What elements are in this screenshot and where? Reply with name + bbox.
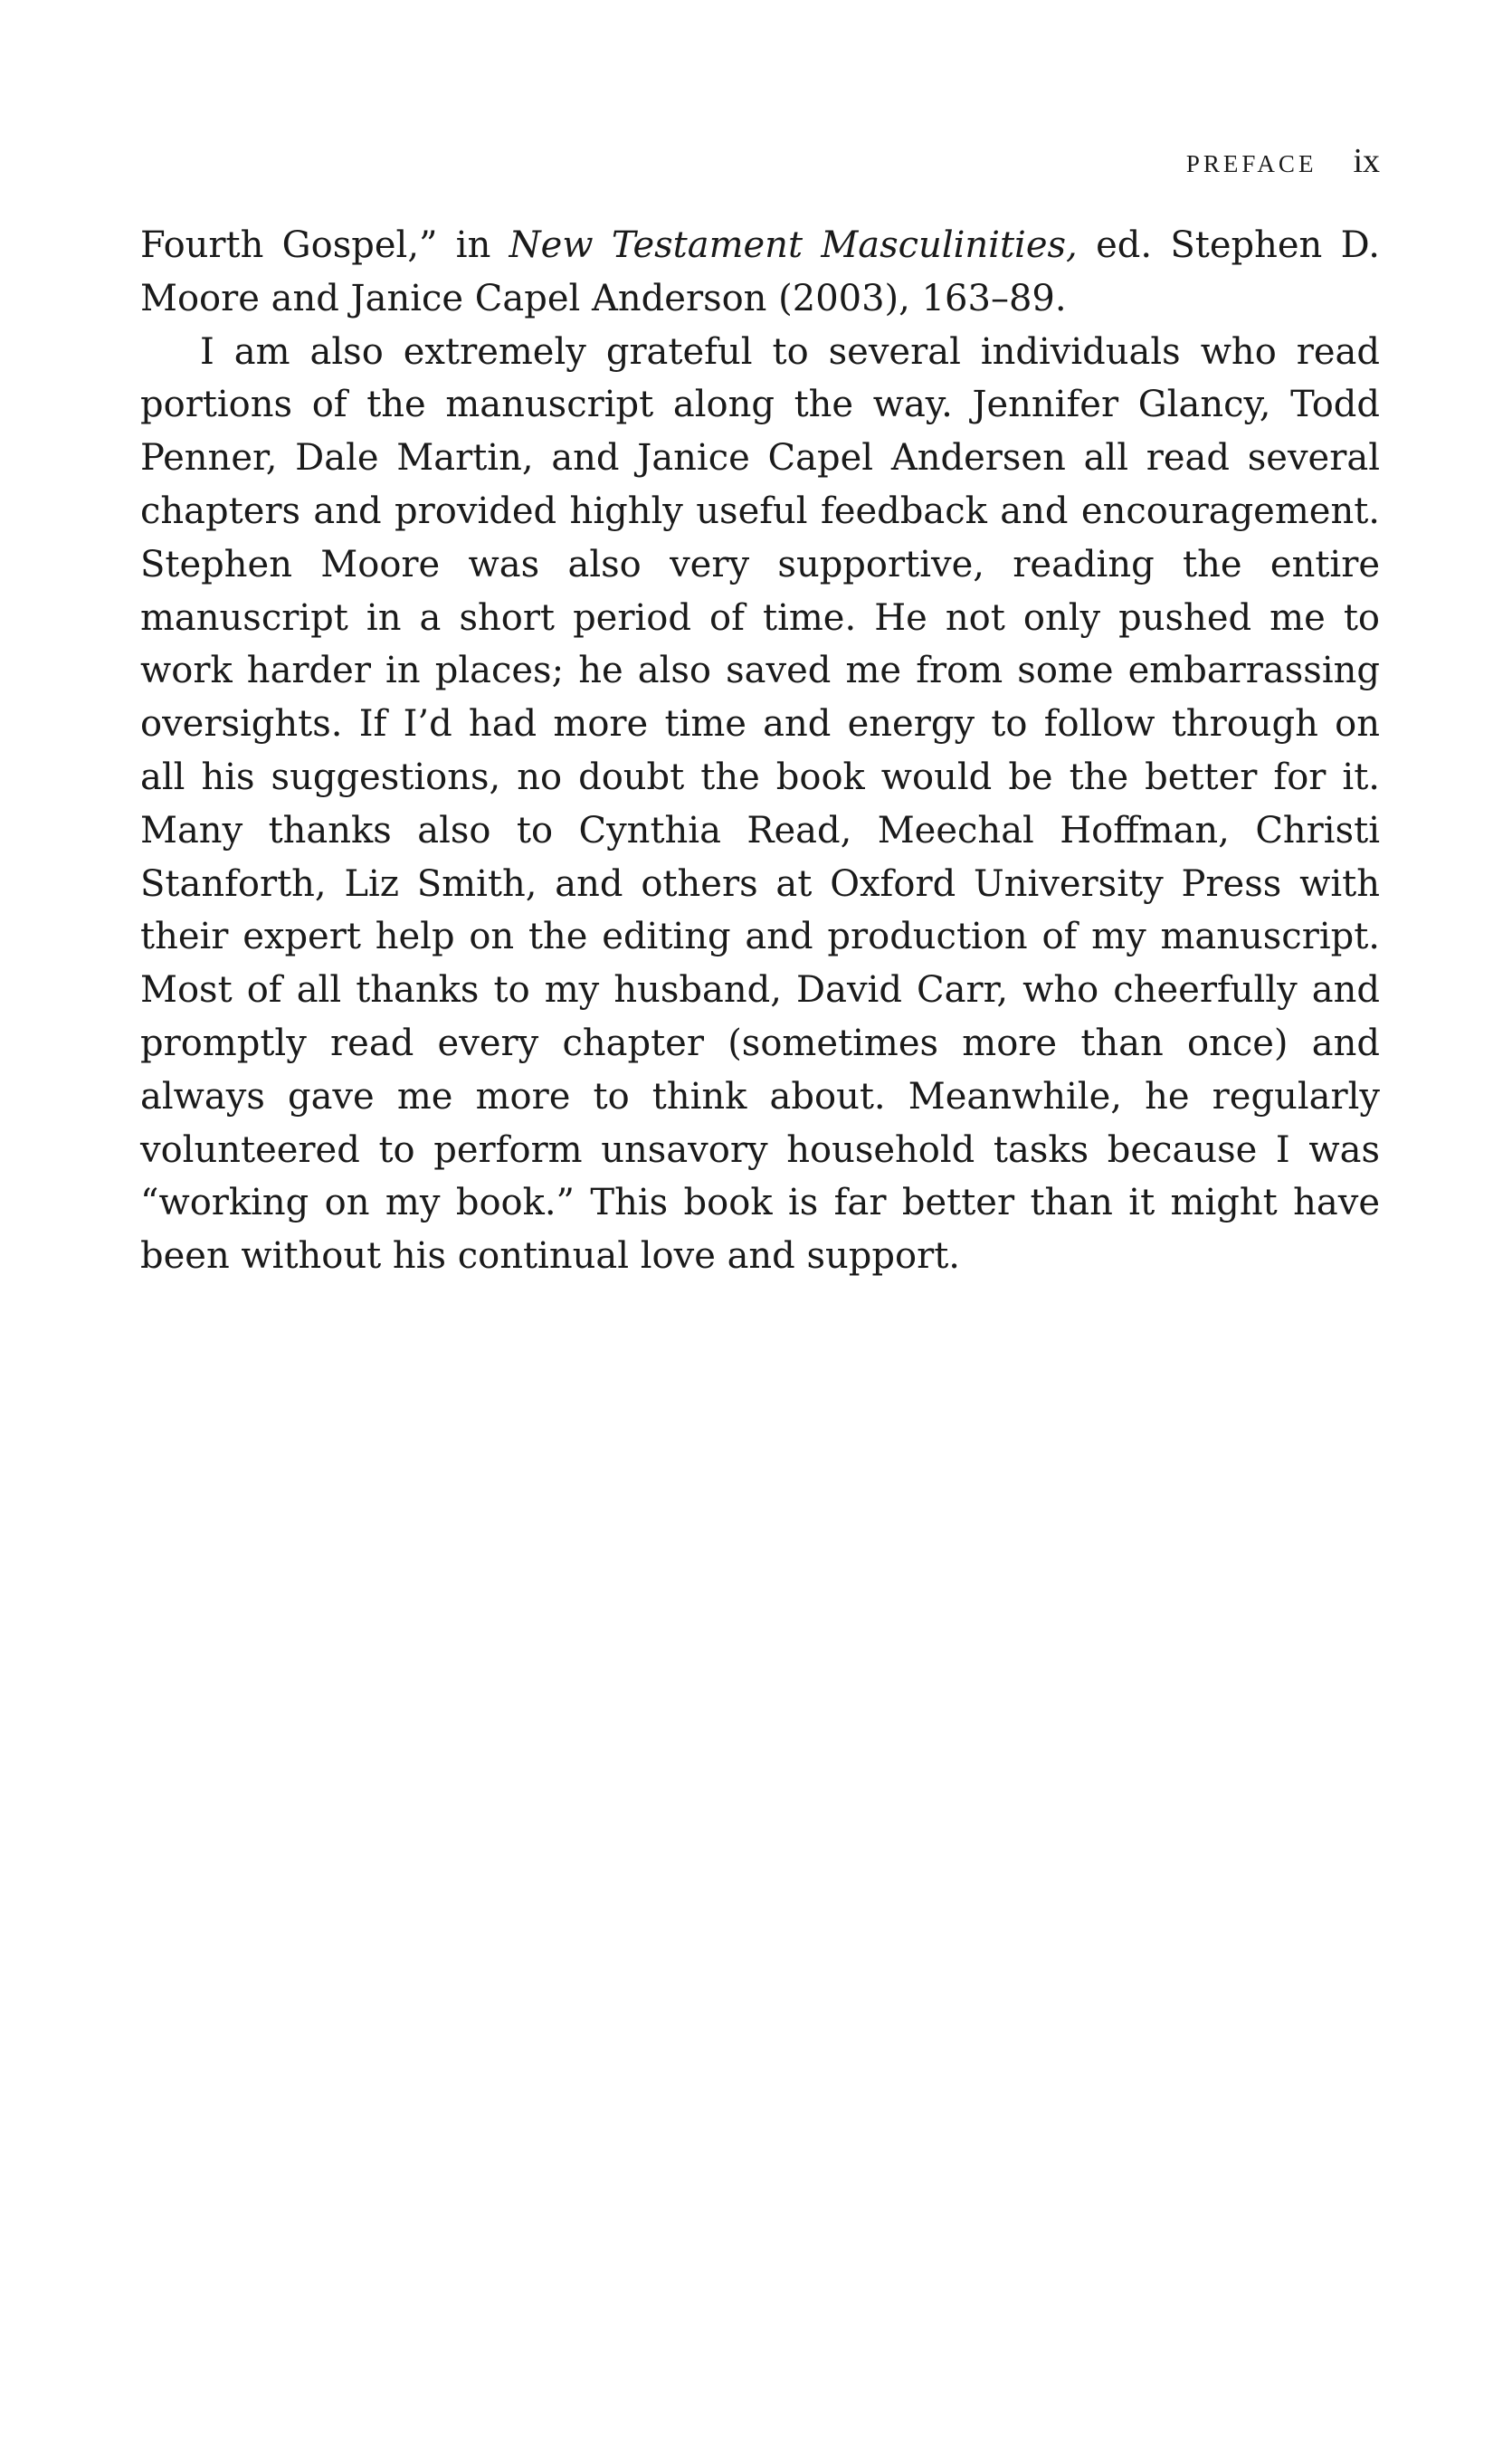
citation-book-title: New Testament Masculinities, — [509, 224, 1078, 266]
page-number: ix — [1353, 142, 1380, 180]
acknowledgments-paragraph: I am also extremely grateful to several individuals who read portions of the manuscript along the way. Jennifer Glancy, Todd Penner, Dale Martin, and Janice Capel Andersen all read several chapters and provided highly useful feedback and encouragement. Stephen Moore was also very supportive, reading the entire manuscript in a short period of time. He not only pushed me to work harder in places; he also saved me from some embarrassing oversights. If I’d had more time and energy to follow through on all his suggestions, no doubt the book would be the better for it. Many thanks also to Cynthia Read, Meechal Hoffman, Christi Stanforth, Liz Smith, and others at Oxford University Press with their expert help on the editing and production of my manuscript. Most of all thanks to my husband, David Carr, who cheerfully and promptly read every chapter (sometimes more than once) and always gave me more to think about. Meanwhile, he regularly volunteered to perform unsavory household tasks because I was “working on my book.” This book is far better than it might have been without his continual love and support. — [140, 330, 1380, 1278]
citation-trailing-text: ed. Stephen D. Moore and Janice Capel Anderson (2003), 163–89. — [140, 224, 1380, 319]
citation-lead-text: Fourth Gospel,” in — [140, 224, 509, 266]
body-text — [140, 219, 1380, 1283]
continued-paragraph — [140, 219, 1380, 326]
running-head-title: PREFACE — [1185, 150, 1317, 177]
running-head — [1186, 141, 1380, 181]
